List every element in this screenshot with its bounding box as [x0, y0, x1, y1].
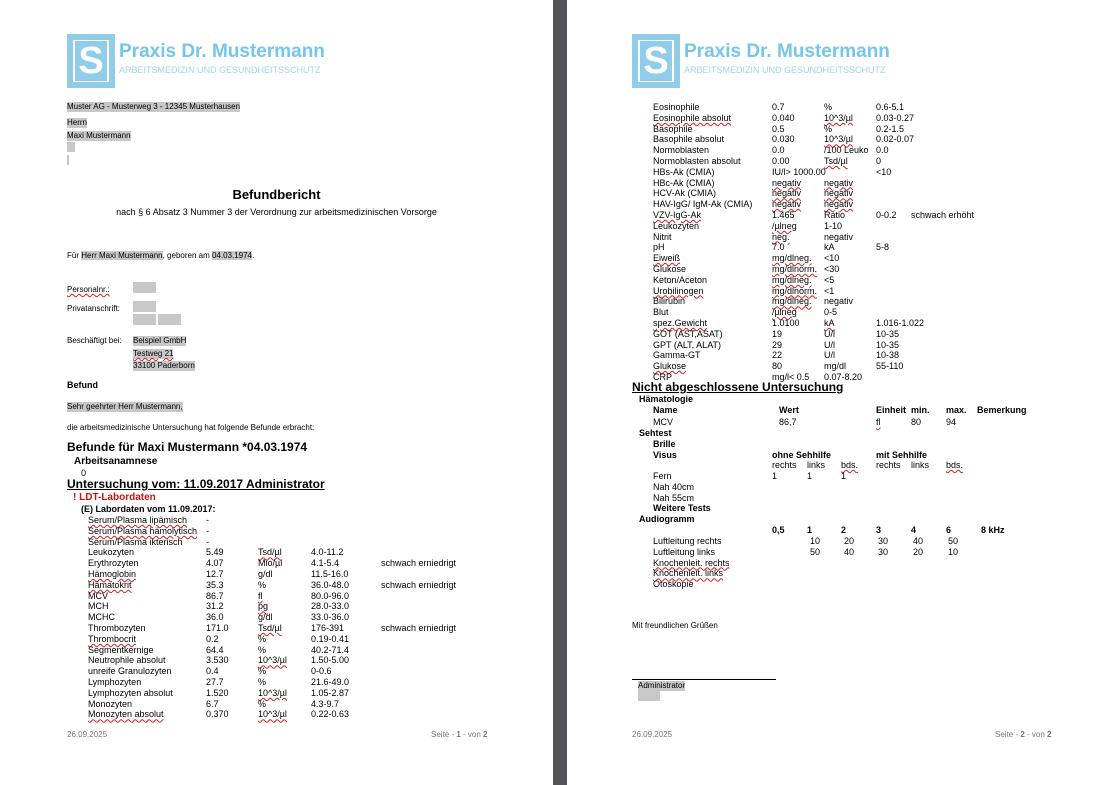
employer-city: 33100 Paderborn	[133, 361, 195, 370]
weitere-tests-label: Weitere Tests	[653, 503, 711, 513]
lab-cell: pH	[653, 242, 665, 253]
lab-cell: %	[258, 644, 267, 655]
lab-cell: 28.0-33.0	[311, 601, 350, 612]
fern-label: Fern	[653, 471, 672, 481]
lab-cell: Eosinophile	[653, 102, 700, 112]
audio-freq: 1	[807, 525, 813, 535]
lab-cell: 0.02-0.07	[876, 134, 915, 145]
mcv-unit: fl	[876, 417, 881, 427]
audio-freq: 6	[946, 525, 952, 535]
lab-cell: 0.030	[772, 134, 795, 145]
lab-cell: negativ	[772, 199, 802, 210]
lab-cell: Lymphozyten	[88, 677, 142, 687]
logo-subtitle: ARBEITSMEDIZIN UND GESUNDHEITSSCHUTZ	[684, 65, 886, 75]
lab-cell: 64.4	[206, 644, 224, 655]
audio-value: 30	[878, 546, 889, 557]
lab-cell: Bilirubin	[653, 296, 686, 307]
employer-company: Beispiel GmbH	[133, 336, 187, 345]
col-einheit: Einheit	[876, 405, 907, 415]
ohne-rechts: rechts	[772, 460, 797, 470]
lab-cell: pg	[258, 601, 269, 612]
personalnr-label: Personalnr.:	[67, 285, 110, 294]
lab-cell: 0.03-0.27	[876, 112, 915, 123]
lab-cell: 4.1-5.4	[311, 558, 340, 569]
lab-cell: MCH	[88, 601, 109, 612]
lab-cell: 7.0	[772, 242, 785, 253]
fern-links: 1	[807, 471, 813, 481]
lab-cell: Monozyten	[88, 698, 133, 709]
lab-cell: 1.50-5.00	[311, 655, 350, 666]
lab-cell: Thrombocrit	[88, 633, 137, 644]
lab-cell: 10^3/µl	[258, 655, 287, 666]
lab-cell: Serum/Plasma lipämisch	[88, 515, 188, 525]
audio-value: 10	[810, 536, 821, 546]
lab-cell: GOT (AST,ASAT)	[653, 328, 723, 339]
lab-cell: Basophile	[653, 123, 693, 134]
lab-cell: CRP	[653, 372, 673, 382]
lab-cell: schwach erniedrigt	[381, 623, 457, 633]
lab-cell: mg/dlnorm.	[772, 285, 818, 296]
audio-value: 50	[948, 536, 959, 546]
lab-cell: 0.5	[772, 123, 785, 134]
lab-cell: -	[206, 525, 209, 536]
lab-cell: Blut	[653, 307, 669, 318]
lab-cell: Hämatokrit	[88, 579, 132, 590]
lab-cell: HBs-Ak (CMIA)	[653, 166, 715, 177]
audio-freq: 8 kHz	[981, 525, 1005, 535]
lab-cell: Normoblasten absolut	[653, 156, 741, 166]
lab-cell: %	[258, 677, 267, 687]
lab-cell: 1.465	[772, 210, 795, 220]
lab-cell: negativ	[772, 188, 802, 199]
mcv-max: 94	[946, 417, 957, 427]
audio-freq: 4	[911, 525, 917, 535]
document-page-2	[567, 0, 1120, 785]
address-salutation: Herrn	[67, 118, 88, 127]
col-max: max.	[946, 405, 967, 415]
lab-cell: kA	[824, 242, 835, 253]
lab-cell: 4.3-9.7	[311, 698, 340, 709]
logo-name: Praxis Dr. Mustermann	[684, 41, 890, 62]
employer-label: Beschäftigt bei:	[67, 336, 122, 345]
audio-value: 20	[913, 546, 924, 557]
lab-cell: neg.	[772, 231, 790, 242]
mcv-name: MCV	[653, 417, 673, 427]
ohne-links: links	[807, 460, 826, 470]
lab-cell: 11.5-16.0	[311, 569, 349, 579]
lab-cell: 10^3/µl	[824, 112, 853, 123]
audio-value: 40	[913, 536, 924, 546]
signature-name: Administrator	[638, 681, 686, 690]
lab-cell: Normoblasten	[653, 145, 710, 156]
lab-cell: 40.2-71.4	[311, 644, 350, 655]
lab-cell: Thrombozyten	[88, 623, 146, 633]
lab-cell: 10^3/µl	[258, 709, 287, 720]
lab-cell: <30	[824, 264, 840, 274]
col-bemerkung: Bemerkung	[977, 405, 1027, 415]
lab-cell: 171.0	[206, 623, 229, 633]
address-name: Maxi Mustermann	[67, 131, 131, 140]
logo-s-icon: S	[632, 34, 680, 88]
audio-row-label: Otoskopie	[653, 579, 694, 590]
col-min: min.	[911, 405, 930, 415]
lab-cell: 1.016-1.022	[876, 318, 925, 328]
audiogramm-heading: Audiogramm	[639, 514, 695, 524]
lab-cell: 0.6-5.1	[876, 102, 905, 112]
privatanschrift-value	[133, 301, 156, 312]
anamnese-value: 0	[81, 468, 87, 478]
findings-heading: Befunde für Maxi Mustermann *04.03.1974	[67, 440, 308, 454]
lab-cell: <10	[876, 166, 892, 177]
lab-cell: 3.530	[206, 655, 229, 666]
brille-label: Brille	[653, 439, 676, 449]
lab-cell: -	[206, 515, 209, 525]
lab-cell: unreife Granulozyten	[88, 666, 172, 677]
lab-cell: 10-38	[876, 350, 900, 361]
lab-cell: 0.370	[206, 709, 229, 720]
lab-cell: %	[824, 102, 833, 112]
lab-cell: GPT (ALT, ALAT)	[653, 339, 722, 350]
lab-cell: 1.0100	[772, 318, 800, 328]
lab-cell: HAV-IgG/ IgM-Ak (CMIA)	[653, 199, 753, 210]
lab-cell: MCHC	[88, 612, 115, 623]
lab-cell: Monozyten absolut	[88, 709, 164, 720]
lab-cell: spez.Gewicht	[653, 318, 708, 328]
lab-cell: %	[258, 666, 267, 677]
lab-cell: negativ	[824, 177, 854, 188]
logo-s-icon: S	[67, 34, 115, 88]
lab-cell: 10^3/µl	[258, 687, 287, 698]
lab-cell: U/l	[824, 339, 835, 350]
lab-cell: 0.040	[772, 112, 795, 123]
lab-cell: 1.520	[206, 687, 229, 698]
mit-rechts: rechts	[876, 460, 901, 470]
ohne-sehhilfe-label: ohne Sehhilfe	[772, 450, 832, 460]
lab-cell: Ratio	[824, 210, 846, 220]
lab-cell: /µlneg	[772, 307, 797, 318]
lab-cell: <10	[824, 253, 840, 264]
lab-cell: Lymphozyten absolut	[88, 687, 173, 698]
footer-date: 26.09.2025	[632, 730, 673, 739]
lab-cell: 29	[772, 339, 783, 350]
lab-cell: 0.19-0.41	[311, 633, 350, 644]
mit-sehhilfe-label: mit Sehhilfe	[876, 450, 928, 460]
lab-cell: 0-5	[824, 307, 838, 318]
lab-cell: mg/dlnorm.	[772, 264, 818, 274]
lab-cell: HCV-Ak (CMIA)	[653, 188, 716, 199]
fern-rechts: 1	[772, 471, 778, 481]
lab-cell: Tsd/µl	[258, 547, 282, 558]
audio-freq: 2	[841, 525, 847, 535]
lab-cell: U/l	[824, 328, 835, 339]
lab-cell: 0-0.2	[876, 210, 897, 220]
lab-cell: Erythrozyten	[88, 558, 139, 569]
sehtest-heading: Sehtest	[639, 428, 672, 438]
audio-freq: 0,5	[772, 525, 785, 535]
privatanschrift-value	[158, 314, 181, 325]
visus-label: Visus	[653, 450, 677, 460]
lab-cell: Neutrophile absolut	[88, 655, 166, 666]
address-placeholder	[67, 155, 69, 165]
lab-cell: 0.4	[206, 666, 219, 677]
lab-cell: negativ	[824, 188, 854, 199]
employer-street: Testweg 21	[133, 349, 174, 358]
audio-value: 50	[810, 546, 821, 557]
audio-row-label: Luftleitung links	[653, 546, 716, 557]
lab-cell: 0.2	[206, 633, 219, 644]
lab-cell: Urobilinogen	[653, 285, 704, 296]
lab-cell: 0.2-1.5	[876, 123, 905, 134]
audio-row-label: Luftleitung rechts	[653, 536, 722, 546]
mit-bds: bds.	[946, 460, 964, 470]
lab-cell: Serum/Plasma hämolytisch	[88, 525, 198, 536]
ldt-subheading: (E) Labordaten vom 11.09.2017:	[81, 504, 216, 514]
lab-cell: Gamma-GT	[653, 350, 701, 361]
lab-cell: 5-8	[876, 242, 890, 253]
lab-cell: 80.0-96.0	[311, 590, 350, 601]
lab-cell: 10-35	[876, 339, 900, 350]
lab-cell: %	[258, 579, 267, 590]
lab-cell: VZV-IgG-Ak	[653, 210, 702, 220]
footer-page-number: Seite - 1 - von 2	[431, 730, 488, 739]
audio-freq: 3	[876, 525, 882, 535]
lab-cell: 1.05-2.87	[311, 687, 350, 698]
lab-cell: 4.07	[206, 558, 224, 569]
audio-row-label: Knochenleit. links	[653, 568, 724, 579]
lab-cell: negativ	[824, 199, 854, 210]
lab-cell: 12.7	[206, 569, 224, 579]
privatanschrift-label: Privatanschrift:	[67, 304, 120, 313]
lab-cell: Glukose	[653, 361, 687, 372]
footer-date: 26.09.2025	[67, 730, 108, 739]
lab-cell: 6.7	[206, 698, 219, 709]
document-subtitle: nach § 6 Absatz 3 Nummer 3 der Verordnung zur arbeitsmedizinischen Vorsorge	[116, 207, 437, 217]
lab-cell: 21.6-49.0	[311, 677, 350, 687]
lab-cell: 0.22-0.63	[311, 709, 350, 720]
document-page-1	[0, 0, 553, 785]
lab-cell: 0.07-8.20	[824, 372, 863, 382]
lab-cell: 36.0	[206, 612, 224, 623]
lab-cell: 1-10	[824, 220, 843, 231]
lab-cell: 36.0-48.0	[311, 579, 350, 590]
lab-cell: negativ	[824, 296, 854, 307]
lab-cell: <5	[824, 274, 835, 285]
nah40-label: Nah 40cm	[653, 482, 695, 492]
lab-cell: 31.2	[206, 601, 224, 612]
anamnese-label: Arbeitsanamnese	[74, 456, 158, 467]
body-text: die arbeitsmedizinische Untersuchung hat folgende Befunde erbracht:	[67, 423, 315, 432]
lab-cell: g/dl	[258, 569, 273, 579]
lab-cell: 27.7	[206, 677, 224, 687]
logo-name: Praxis Dr. Mustermann	[119, 41, 325, 62]
signature-line	[632, 679, 776, 680]
col-name: Name	[653, 405, 678, 415]
lab-cell: 0	[876, 156, 882, 166]
lab-cell: schwach erniedrigt	[381, 579, 457, 590]
lab-cell: Tsd/µl	[824, 156, 848, 166]
nah55-label: Nah 55cm	[653, 493, 695, 503]
col-wert: Wert	[779, 405, 799, 415]
lab-cell: mg/dlneg.	[772, 296, 812, 307]
lab-cell: Nitrit	[653, 231, 672, 242]
haematologie-heading: Hämatologie	[639, 394, 694, 404]
lab-cell: g/dl	[258, 612, 273, 623]
lab-cell: Leukozyten	[88, 547, 135, 558]
logo-subtitle: ARBEITSMEDIZIN UND GESUNDHEITSSCHUTZ	[119, 65, 321, 75]
lab-cell: Serum/Plasma ikterisch	[88, 536, 183, 547]
footer-page-number: Seite - 2 - von 2	[995, 730, 1052, 739]
lab-cell: 35.3	[206, 579, 224, 590]
lab-cell: negativ	[824, 231, 854, 242]
mcv-min: 80	[911, 417, 922, 427]
lab-cell: Keton/Aceton	[653, 274, 708, 285]
lab-cell: Eosinophile absolut	[653, 112, 732, 123]
lab-cell: mg/dlneg.	[772, 253, 812, 264]
lab-cell: 10-35	[876, 328, 900, 339]
lab-cell: <1	[824, 285, 835, 296]
fern-bds: 1	[841, 471, 847, 481]
lab-cell: schwach erniedrigt	[381, 558, 457, 569]
lab-cell: mg/dlneg.	[772, 274, 812, 285]
audio-row-label: Knochenleit. rechts	[653, 557, 730, 568]
lab-cell: 22	[772, 350, 783, 361]
lab-cell: 0.0	[876, 145, 889, 156]
lab-cell: 176-391	[311, 623, 345, 633]
mcv-value: 86,7	[779, 417, 797, 427]
befund-heading: Befund	[67, 380, 98, 390]
lab-cell: Glukose	[653, 264, 687, 274]
lab-cell: U/l	[824, 350, 835, 361]
audio-value: 40	[844, 546, 855, 557]
lab-cell: %	[258, 698, 267, 709]
signature-placeholder	[638, 691, 660, 701]
lab-cell: mg/dl	[824, 361, 847, 372]
exam-heading: Untersuchung vom: 11.09.2017 Administrator	[67, 477, 325, 491]
lab-cell: schwach erhöht	[911, 210, 975, 220]
document-title: Befundbericht	[232, 187, 321, 202]
lab-cell: Eiweiß	[653, 253, 681, 264]
lab-cell: 86.7	[206, 590, 224, 601]
lab-cell: MCV	[88, 590, 108, 601]
address-placeholder	[67, 142, 75, 152]
lab-cell: 4.0-11.2	[311, 547, 344, 558]
lab-cell: 19	[772, 328, 783, 339]
lab-cell: negativ	[772, 177, 802, 188]
mit-links: links	[911, 460, 930, 470]
greeting: Sehr geehrter Herr Mustermann,	[67, 402, 183, 411]
audio-value: 20	[844, 536, 855, 546]
lab-cell: %	[824, 123, 833, 134]
lab-cell: 0-0.6	[311, 666, 332, 677]
lab-cell: /100 Leuko	[824, 145, 869, 156]
lab-cell: Leukozyten	[653, 220, 700, 231]
audio-value: 30	[878, 536, 889, 546]
lab-cell: IU/l> 1000.00	[772, 166, 826, 177]
lab-cell: 55-110	[876, 361, 904, 372]
lab-cell: 5.49	[206, 547, 224, 558]
lab-cell: Mio/µl	[258, 558, 283, 569]
lab-cell: 10^3/µl	[824, 134, 853, 145]
lab-cell: 0.00	[772, 156, 790, 166]
closing-text: Mit freundlichen Grüßen	[632, 621, 718, 630]
lab-cell: Basophile absolut	[653, 134, 725, 145]
ohne-bds: bds.	[841, 460, 859, 470]
lab-cell: %	[258, 633, 267, 644]
sender-address-line: Muster AG - Musterweg 3 - 12345 Musterhausen	[67, 102, 240, 111]
lab-cell: Hämoglobin	[88, 569, 137, 579]
lab-cell: Segmentkernige	[88, 644, 154, 655]
lab-cell: /µlneg	[772, 220, 797, 231]
lab-cell: mg/l< 0.5	[772, 372, 810, 382]
open-exam-heading: Nicht abgeschlossene Untersuchung	[632, 380, 844, 394]
lab-cell: HBc-Ak (CMIA)	[653, 177, 715, 188]
intro-line: Für Herr Maxi Mustermann, geboren am 04.03.1974.	[67, 251, 255, 260]
personalnr-value	[133, 282, 156, 293]
lab-cell: Tsd/µl	[258, 623, 282, 633]
lab-cell: 0.7	[772, 102, 785, 112]
lab-cell: -	[206, 536, 209, 547]
lab-cell: fl	[258, 590, 263, 601]
privatanschrift-value	[133, 314, 156, 325]
lab-cell: kA	[824, 318, 835, 328]
audio-value: 10	[948, 546, 959, 557]
lab-cell: 0.0	[772, 145, 785, 156]
lab-cell: 80	[772, 361, 783, 372]
ldt-heading: ! LDT-Labordaten	[73, 492, 156, 503]
lab-cell: 33.0-36.0	[311, 612, 350, 623]
